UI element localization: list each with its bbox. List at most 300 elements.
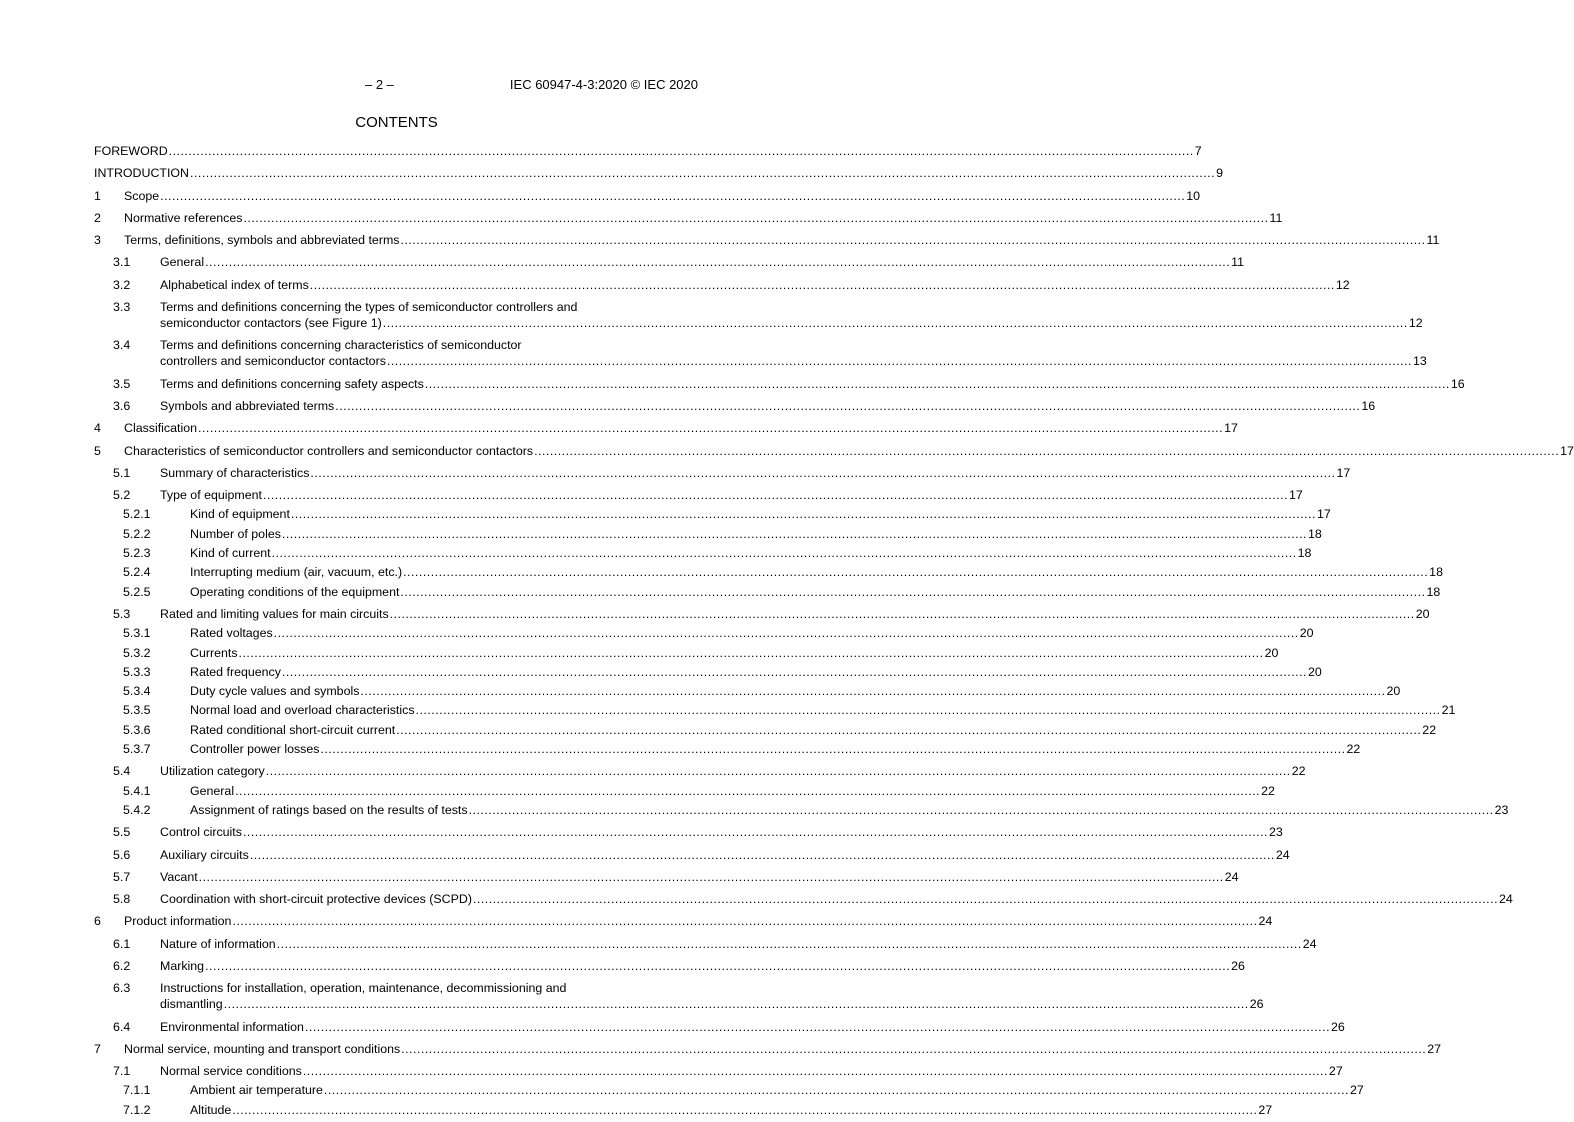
toc-entry-body [94,1019,1345,1035]
dot-leader: .................................................................................................................................................................................................................................................................... [235,783,1261,798]
toc-entry[interactable] [94,584,1441,600]
dot-leader: .................................................................................................................................................................................................................................................................... [360,684,1386,699]
toc-entry-title: Rated conditional short-circuit current [190,722,396,737]
toc-entry-line [160,254,1245,270]
toc-entry-number: 6.2 [113,958,131,973]
toc-entry-body [94,277,1350,293]
toc-entry-page: 24 [1302,936,1317,951]
dot-leader: .................................................................................................................................................................................................................................................................... [198,869,1224,884]
toc-entry-body [94,232,1440,248]
toc-entry-body [94,722,1437,738]
toc-entry-page: 20 [1307,664,1322,679]
toc-entry-title: Rated and limiting values for main circuits [160,606,389,621]
toc-entry-number: 5.1 [113,465,131,480]
toc-entry-page: 21 [1441,703,1456,718]
toc-entry[interactable] [94,506,1331,522]
toc-entry-line [190,702,1456,718]
toc-entry-body [94,337,1427,369]
toc-entry[interactable] [94,741,1361,757]
toc-entry-body [94,741,1361,757]
toc-entry[interactable] [94,465,1351,481]
toc-entry-title: Marking [160,958,205,973]
toc-entry-body [94,188,1200,204]
toc-entry-page: 27 [1427,1041,1442,1056]
toc-entry-number: 3.5 [113,376,131,391]
toc-entry-line [124,420,1238,436]
toc-entry-title: Terms and definitions concerning safety aspects [160,376,424,391]
toc-entry-page: 24 [1275,847,1290,862]
toc-entry-title: FOREWORD [94,144,168,158]
toc-entry-line [190,625,1314,641]
toc-entry-line [124,232,1440,248]
toc-entry-number: 5.4 [113,764,131,779]
toc-entry-page: 10 [1186,188,1200,203]
toc-entry-page: 24 [1258,914,1273,929]
toc-entry-number: 4 [94,421,101,436]
toc-entry[interactable] [94,869,1239,885]
toc-entry-line [190,564,1443,580]
dot-leader: .................................................................................................................................................................................................................................................................... [401,1041,1427,1056]
toc-entry[interactable] [94,664,1322,680]
toc-entry[interactable] [94,702,1456,718]
toc-entry-title: Rated voltages [190,626,273,641]
toc-entry-body [94,664,1322,680]
toc-entry-number: 5.2.1 [123,507,151,522]
toc-entry-title: Coordination with short-circuit protective devices (SCPD) [160,892,472,907]
toc-entry-line [160,398,1376,414]
toc-entry[interactable] [94,683,1401,699]
toc-entry-number: 5.3.1 [123,626,151,641]
toc-entry-title: General [160,255,205,270]
toc-entry-title: Classification [124,421,197,436]
toc-entry-page: 23 [1269,825,1283,840]
toc-entry[interactable] [94,420,1238,436]
toc-entry-line [190,1102,1273,1118]
toc-entry-page: 12 [1408,316,1423,331]
toc-entry[interactable] [94,625,1314,641]
toc-entry-number: 5 [94,443,101,458]
dot-leader: .................................................................................................................................................................................................................................................................... [249,847,1275,862]
toc-entry-page: 23 [1494,802,1509,817]
toc-entry-page: 18 [1429,565,1443,580]
toc-entry-body [94,299,1423,331]
toc-entry-number: 5.8 [113,892,131,907]
toc-entry-title: Environmental information [160,1019,304,1034]
dot-leader: .................................................................................................................................................................................................................................................................... [386,354,1412,369]
toc-entry-page: 27 [1258,1102,1273,1117]
toc-entry[interactable] [94,443,1574,459]
toc-entry[interactable] [94,847,1290,863]
toc-entry[interactable] [94,487,1303,503]
toc-entry[interactable] [94,783,1275,799]
toc-entry[interactable] [94,188,1200,204]
toc-entry-number: 1 [94,188,101,203]
toc-entry-page: 7 [1194,144,1202,158]
dot-leader: .................................................................................................................................................................................................................................................................... [223,997,1249,1012]
toc-entry-line [160,958,1245,974]
toc-entry-body [94,958,1245,974]
toc-entry-title: Duty cycle values and symbols [190,684,360,699]
toc-entry-body [94,420,1238,436]
toc-entry[interactable] [94,545,1312,561]
toc-entry-line [160,936,1317,952]
dot-leader: .................................................................................................................................................................................................................................................................... [168,144,1194,158]
toc-entry-title: Altitude [190,1102,232,1117]
dot-leader: .................................................................................................................................................................................................................................................................... [273,626,1299,641]
toc-entry-title: General [190,783,235,798]
toc-entry-line [124,1041,1442,1057]
toc-entry-body [94,564,1443,580]
toc-entry-line [190,545,1312,561]
toc-entry-number: 7.1.1 [123,1083,151,1098]
toc-entry-line [160,996,1264,1012]
toc-entry-number: 5.7 [113,869,131,884]
toc-entry-page: 20 [1264,645,1279,660]
dot-leader: .................................................................................................................................................................................................................................................................... [304,1019,1331,1034]
toc-entry-page: 17 [1336,465,1351,480]
toc-entry-number: 6.4 [113,1019,131,1034]
dot-leader: .................................................................................................................................................................................................................................................................... [265,764,1291,779]
toc-entry-number: 7.1 [113,1064,131,1079]
toc-entry-line [160,869,1239,885]
dot-leader: .................................................................................................................................................................................................................................................................... [242,825,1268,840]
toc-entry-number: 5.3.5 [123,703,151,718]
toc-entry-page: 17 [1316,507,1331,522]
toc-entry-page: 22 [1422,722,1437,737]
toc-entry-title: Normal service, mounting and transport conditions [124,1041,401,1056]
toc-entry-body [94,783,1275,799]
toc-entry-title: Normative references [124,210,243,225]
dot-leader: .................................................................................................................................................................................................................................................................... [468,802,1494,817]
dot-leader: .................................................................................................................................................................................................................................................................... [389,606,1415,621]
toc-entry-page: 27 [1328,1064,1343,1079]
toc-entry-title: Summary of characteristics [160,465,310,480]
toc-entry[interactable] [94,1041,1442,1057]
toc-entry[interactable] [94,398,1376,414]
toc-entry-page: 11 [1269,210,1283,225]
toc-entry-line [160,465,1351,481]
toc-entry[interactable] [94,891,1513,907]
toc-entry[interactable] [94,254,1245,270]
dot-leader: .................................................................................................................................................................................................................................................................... [335,398,1361,413]
toc-entry-body [94,802,1509,818]
dot-leader: .................................................................................................................................................................................................................................................................... [400,233,1426,248]
toc-entry[interactable] [94,299,1423,331]
toc-entry-body [94,545,1312,561]
dot-leader: .................................................................................................................................................................................................................................................................... [238,645,1264,660]
toc-entry-body [94,702,1456,718]
toc-entry-line [160,847,1290,863]
toc-entry-body [94,1041,1442,1057]
toc-entry-body [94,398,1376,414]
toc-entry-page: 20 [1386,684,1401,699]
dot-leader: .................................................................................................................................................................................................................................................................... [232,1102,1258,1117]
toc-entry-body [94,487,1303,503]
toc-entry-line [160,606,1430,622]
toc-entry-number: 5.3.3 [123,664,151,679]
toc-entry-title-continued: dismantling [160,997,223,1012]
toc-entry[interactable] [94,802,1509,818]
dot-leader: .................................................................................................................................................................................................................................................................... [205,255,1231,270]
toc-entry-title: Terms and definitions concerning characteristics of semiconductor [160,338,522,353]
toc-entry-page: 12 [1335,277,1350,292]
dot-leader: .................................................................................................................................................................................................................................................................... [534,443,1560,458]
toc-entry-body [94,465,1351,481]
toc-entry-title: Characteristics of semiconductor controllers and semiconductor contactors [124,443,534,458]
toc-entry-body [94,606,1430,622]
dot-leader: .................................................................................................................................................................................................................................................................... [243,210,1269,225]
toc-entry-body [94,143,1202,159]
toc-entry-title: INTRODUCTION [94,166,189,181]
toc-entry[interactable] [94,1019,1345,1035]
toc-entry-page: 22 [1291,764,1306,779]
toc-entry-number: 7 [94,1041,101,1056]
dot-leader: .................................................................................................................................................................................................................................................................... [290,507,1316,522]
toc-entry-page: 17 [1289,488,1303,503]
toc-entry-number: 5.3 [113,606,131,621]
toc-entry-body [94,165,1223,181]
toc-entry-title: Utilization category [160,764,265,779]
toc-entry-number: 6.1 [113,936,131,951]
toc-entry[interactable] [94,526,1322,542]
toc-entry-number: 5.5 [113,825,131,840]
toc-entry-number: 5.3.6 [123,722,151,737]
toc-entry-line [190,526,1322,542]
toc-entry-number: 3.4 [113,338,131,353]
toc-entry[interactable] [94,564,1443,580]
toc-entry-line [190,645,1279,661]
dot-leader: .................................................................................................................................................................................................................................................................... [424,376,1450,391]
toc-entry-title: Interrupting medium (air, vacuum, etc.) [190,565,403,580]
toc-entry-body [94,645,1279,661]
toc-entry-number: 6.3 [113,981,131,996]
toc-entry-body [94,891,1513,907]
toc-entry-page: 22 [1261,783,1275,798]
page-number: – 2 – [365,77,394,92]
toc-entry[interactable] [94,606,1430,622]
toc-entry[interactable] [94,376,1465,392]
toc-entry-line [94,143,1202,159]
toc-entry-number: 3.1 [113,255,131,270]
toc-entry-page: 27 [1349,1083,1364,1098]
toc-entry[interactable] [94,337,1427,369]
dot-leader: .................................................................................................................................................................................................................................................................... [415,703,1441,718]
page-title: CONTENTS [355,114,438,131]
toc-entry-line [160,763,1306,779]
toc-entry-title: Symbols and abbreviated terms [160,398,335,413]
toc-entry[interactable] [94,645,1279,661]
toc-entry-line [190,683,1401,699]
toc-entry-body [94,683,1401,699]
toc-entry-title: Operating conditions of the equipment [190,584,400,599]
toc-entry-number: 5.2.3 [123,546,151,561]
toc-entry-title: Terms, definitions, symbols and abbreviated terms [124,233,400,248]
dot-leader: .................................................................................................................................................................................................................................................................... [205,958,1231,973]
dot-leader: .................................................................................................................................................................................................................................................................... [271,546,1297,561]
toc-entry-number: 3.2 [113,277,131,292]
toc-entry-title: Kind of current [190,546,271,561]
toc-entry-page: 20 [1415,606,1430,621]
dot-leader: .................................................................................................................................................................................................................................................................... [382,316,1408,331]
toc-entry-body [94,526,1322,542]
toc-entry-line [94,165,1223,181]
toc-entry-page: 18 [1307,526,1322,541]
toc-entry[interactable] [94,143,1202,159]
toc-entry-line [160,891,1513,907]
toc-entry-number: 5.2 [113,488,131,503]
toc-entry-title: Instructions for installation, operation, maintenance, decommissioning and [160,981,567,996]
toc-entry-number: 3.6 [113,398,131,413]
toc-entry-line [190,802,1509,818]
toc-entry-number: 5.2.5 [123,584,151,599]
toc-entry[interactable] [94,980,1264,1012]
toc-entry-number: 6 [94,914,101,929]
toc-entry-title: Controller power losses [190,742,320,757]
toc-entry-body [94,869,1239,885]
toc-entry-body [94,980,1264,1012]
toc-entry-title: Alphabetical index of terms [160,277,309,292]
dot-leader: .................................................................................................................................................................................................................................................................... [160,188,1186,203]
toc-entry-body [94,936,1317,952]
toc-entry-line [190,664,1322,680]
toc-entry-line [190,783,1275,799]
toc-entry-title: Terms and definitions concerning the types of semiconductor controllers and [160,300,578,315]
dot-leader: .................................................................................................................................................................................................................................................................... [302,1064,1328,1079]
toc-entry-page: 9 [1216,166,1223,181]
toc-entry-body [94,376,1465,392]
toc-entry[interactable] [94,763,1306,779]
toc-entry-number: 5.6 [113,847,131,862]
toc-entry-body [94,913,1273,929]
toc-entry-line [124,913,1273,929]
toc-entry-number: 5.4.2 [123,802,151,817]
toc-entry-line [160,1019,1345,1035]
toc-entry-page: 16 [1450,376,1465,391]
toc-entry-title: Normal service conditions [160,1064,302,1079]
toc-entry[interactable] [94,824,1283,840]
dot-leader: .................................................................................................................................................................................................................................................................... [400,584,1426,599]
toc-entry-line [160,1063,1343,1079]
toc-entry-number: 7.1.2 [123,1102,151,1117]
toc-entry-line [160,277,1350,293]
dot-leader: .................................................................................................................................................................................................................................................................... [276,936,1302,951]
toc-entry-body [94,210,1283,226]
toc-entry-page: 26 [1231,958,1245,973]
toc-entry-page: 22 [1346,742,1361,757]
toc-entry-line [160,487,1303,503]
toc-entry-line [160,376,1465,392]
toc-entry-title: Currents [190,645,238,660]
dot-leader: .................................................................................................................................................................................................................................................................... [396,722,1422,737]
toc-entry-title: Number of poles [190,526,281,541]
toc-entry-body [94,1102,1273,1118]
dot-leader: .................................................................................................................................................................................................................................................................... [472,892,1499,907]
toc-entry[interactable] [94,1102,1273,1118]
toc-entry-title: Auxiliary circuits [160,847,249,862]
toc-entry-title: Normal load and overload characteristics [190,703,415,718]
toc-entry-line [190,584,1441,600]
dot-leader: .................................................................................................................................................................................................................................................................... [281,526,1307,541]
toc-entry-page: 26 [1331,1019,1345,1034]
toc-entry-body [94,625,1314,641]
toc-entry[interactable] [94,913,1273,929]
document-reference: IEC 60947-4-3:2020 © IEC 2020 [509,77,698,92]
dot-leader: .................................................................................................................................................................................................................................................................... [309,277,1335,292]
toc-entry-line [190,506,1331,522]
toc-entry-body [94,824,1283,840]
toc-entry-line [190,741,1361,757]
toc-entry[interactable] [94,210,1283,226]
toc-entry-title: Control circuits [160,825,242,840]
toc-entry-line [124,188,1200,204]
toc-entry-number: 5.3.4 [123,684,151,699]
toc-entry[interactable] [94,722,1437,738]
dot-leader: .................................................................................................................................................................................................................................................................... [281,664,1307,679]
toc-entry-body [94,847,1290,863]
toc-entry[interactable] [94,277,1350,293]
table-of-contents [94,143,1574,1118]
toc-entry-title: Vacant [160,869,198,884]
toc-entry-page: 11 [1231,255,1245,270]
toc-entry-line [160,315,1423,331]
dot-leader: .................................................................................................................................................................................................................................................................... [320,742,1346,757]
dot-leader: .................................................................................................................................................................................................................................................................... [232,914,1258,929]
toc-entry-page: 11 [1426,233,1440,248]
toc-entry-line [190,722,1437,738]
toc-entry-line [124,443,1574,459]
dot-leader: .................................................................................................................................................................................................................................................................... [403,565,1429,580]
toc-entry-number: 5.2.4 [123,565,151,580]
toc-entry-title: Nature of information [160,936,276,951]
toc-entry-body [94,584,1441,600]
toc-entry-number: 3.3 [113,300,131,315]
toc-entry-title: Type of equipment [160,488,262,503]
toc-entry-title: Kind of equipment [190,507,290,522]
toc-entry-title: Product information [124,914,232,929]
toc-entry-number: 5.4.1 [123,783,151,798]
toc-entry-page: 18 [1426,584,1441,599]
toc-entry-page: 16 [1361,398,1376,413]
toc-entry-page: 24 [1499,892,1513,907]
toc-entry-page: 17 [1560,443,1574,458]
toc-entry-line [124,210,1283,226]
dot-leader: .................................................................................................................................................................................................................................................................... [310,465,1336,480]
toc-entry-line [160,353,1427,369]
toc-entry[interactable] [94,1063,1343,1079]
toc-entry-line [190,1082,1364,1098]
toc-entry-title: Rated frequency [190,664,281,679]
toc-entry-title: Ambient air temperature [190,1083,323,1098]
toc-entry-page: 26 [1249,997,1264,1012]
toc-entry-body [94,506,1331,522]
toc-entry-title: Assignment of ratings based on the results of tests [190,802,468,817]
toc-entry-body [94,1063,1343,1079]
toc-entry-page: 13 [1412,354,1427,369]
toc-entry[interactable] [94,958,1245,974]
toc-entry-page: 24 [1224,869,1239,884]
toc-entry-number: 2 [94,210,101,225]
toc-entry-page: 17 [1224,421,1238,436]
toc-entry-body [94,1082,1364,1098]
toc-entry[interactable] [94,232,1440,248]
toc-entry[interactable] [94,165,1223,181]
toc-entry-number: 5.3.2 [123,645,151,660]
dot-leader: .................................................................................................................................................................................................................................................................... [262,488,1289,503]
toc-entry[interactable] [94,936,1317,952]
toc-entry-page: 20 [1299,626,1314,641]
toc-entry-body [94,763,1306,779]
toc-entry[interactable] [94,1082,1364,1098]
